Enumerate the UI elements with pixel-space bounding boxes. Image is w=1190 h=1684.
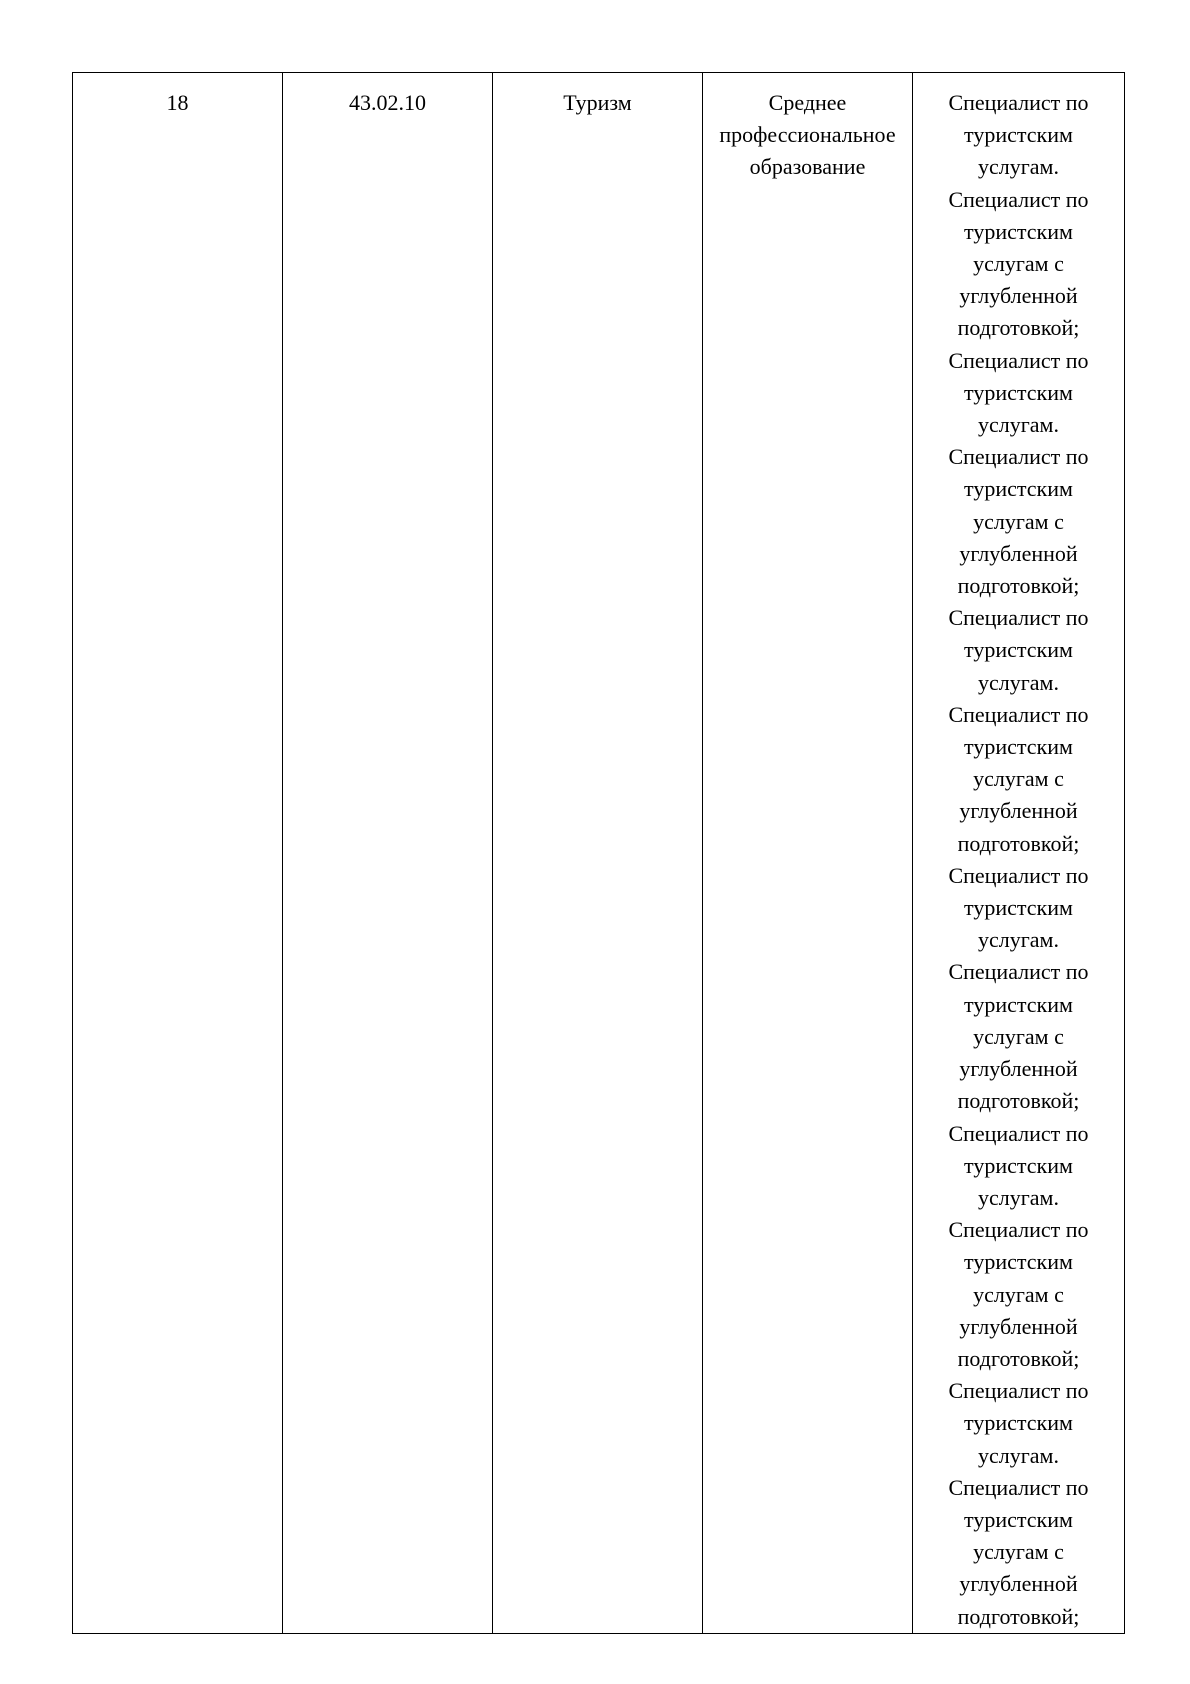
qualification-line: подготовкой; [957, 1345, 1080, 1371]
qualification-entry [917, 956, 1120, 1117]
specialty-cell [493, 73, 703, 1634]
qualification-line: углубленной [959, 1056, 1078, 1082]
qualification-entry [917, 87, 1120, 184]
qualification-line: Специалист по [948, 1120, 1089, 1146]
qualification-line: услугам с [973, 766, 1064, 792]
table-row [73, 73, 1125, 1634]
qualification-line: Специалист по [948, 959, 1089, 985]
qualification-line: подготовкой; [957, 315, 1080, 341]
qualification-line: углубленной [959, 1313, 1078, 1339]
qualification-entry [917, 441, 1120, 602]
qualification-line: услугам с [973, 1281, 1064, 1307]
qualification-line: туристским [964, 1249, 1073, 1275]
qualification-line: подготовкой; [957, 830, 1080, 856]
qualification-line: подготовкой; [957, 1603, 1080, 1629]
qualification-line: Специалист по [948, 605, 1089, 631]
qualification-line: туристским [964, 122, 1073, 148]
qualification-line: Специалист по [948, 90, 1089, 115]
qualification-line: услугам. [978, 1442, 1059, 1468]
qualification-entry [917, 1472, 1120, 1633]
qualification-line: туристским [964, 218, 1073, 244]
qualification-line: услугам. [978, 412, 1059, 438]
qualification-line: Специалист по [948, 1378, 1089, 1404]
qualification-line: углубленной [959, 540, 1078, 566]
education-level-line: образование [749, 154, 866, 180]
qualification-line: услугам. [978, 154, 1059, 180]
qualification-line: услугам с [973, 1539, 1064, 1565]
qualification-line: услугам с [973, 1023, 1064, 1049]
education-level-cell [703, 73, 913, 1634]
qualification-line: услугам. [978, 1184, 1059, 1210]
qualification-line: Специалист по [948, 444, 1089, 470]
qualification-line: Специалист по [948, 347, 1089, 373]
qualification-entry [917, 602, 1120, 699]
qualification-entry [917, 699, 1120, 860]
qualification-line: Специалист по [948, 701, 1089, 727]
education-level [707, 87, 908, 184]
qualification-line: туристским [964, 1410, 1073, 1436]
qualification-line: Специалист по [948, 1217, 1089, 1243]
qualification-list [917, 87, 1120, 1633]
qualification-line: углубленной [959, 283, 1078, 309]
specialty-code: 43.02.10 [349, 90, 426, 115]
qualification-line: услугам. [978, 927, 1059, 953]
qualification-line: туристским [964, 1152, 1073, 1178]
qualification-cell [913, 73, 1125, 1634]
qualification-line: услугам с [973, 251, 1064, 277]
qualification-line: углубленной [959, 798, 1078, 824]
qualification-line: подготовкой; [957, 573, 1080, 599]
qualification-line: услугам с [973, 508, 1064, 534]
qualification-entry [917, 184, 1120, 345]
qualification-entry [917, 1375, 1120, 1472]
qualification-entry [917, 860, 1120, 957]
education-level-line: Среднее [768, 90, 847, 115]
qualification-entry [917, 1118, 1120, 1215]
education-level-line: профессиональное [719, 122, 896, 148]
qualification-line: Специалист по [948, 1474, 1089, 1500]
qualification-line: Специалист по [948, 186, 1089, 212]
qualification-line: туристским [964, 476, 1073, 502]
qualification-line: подготовкой; [957, 1088, 1080, 1114]
specialty-name: Туризм [563, 90, 632, 115]
qualification-entry [917, 345, 1120, 442]
qualification-line: туристским [964, 734, 1073, 760]
row-number-cell [73, 73, 283, 1634]
row-number: 18 [166, 90, 189, 115]
qualification-line: углубленной [959, 1571, 1078, 1597]
qualification-line: услугам. [978, 669, 1059, 695]
qualification-line: Специалист по [948, 862, 1089, 888]
qualification-line: туристским [964, 1506, 1073, 1532]
code-cell [283, 73, 493, 1634]
specialties-table [72, 72, 1125, 1634]
qualification-line: туристским [964, 379, 1073, 405]
qualification-line: туристским [964, 991, 1073, 1017]
qualification-line: туристским [964, 637, 1073, 663]
qualification-line: туристским [964, 895, 1073, 921]
qualification-entry [917, 1214, 1120, 1375]
